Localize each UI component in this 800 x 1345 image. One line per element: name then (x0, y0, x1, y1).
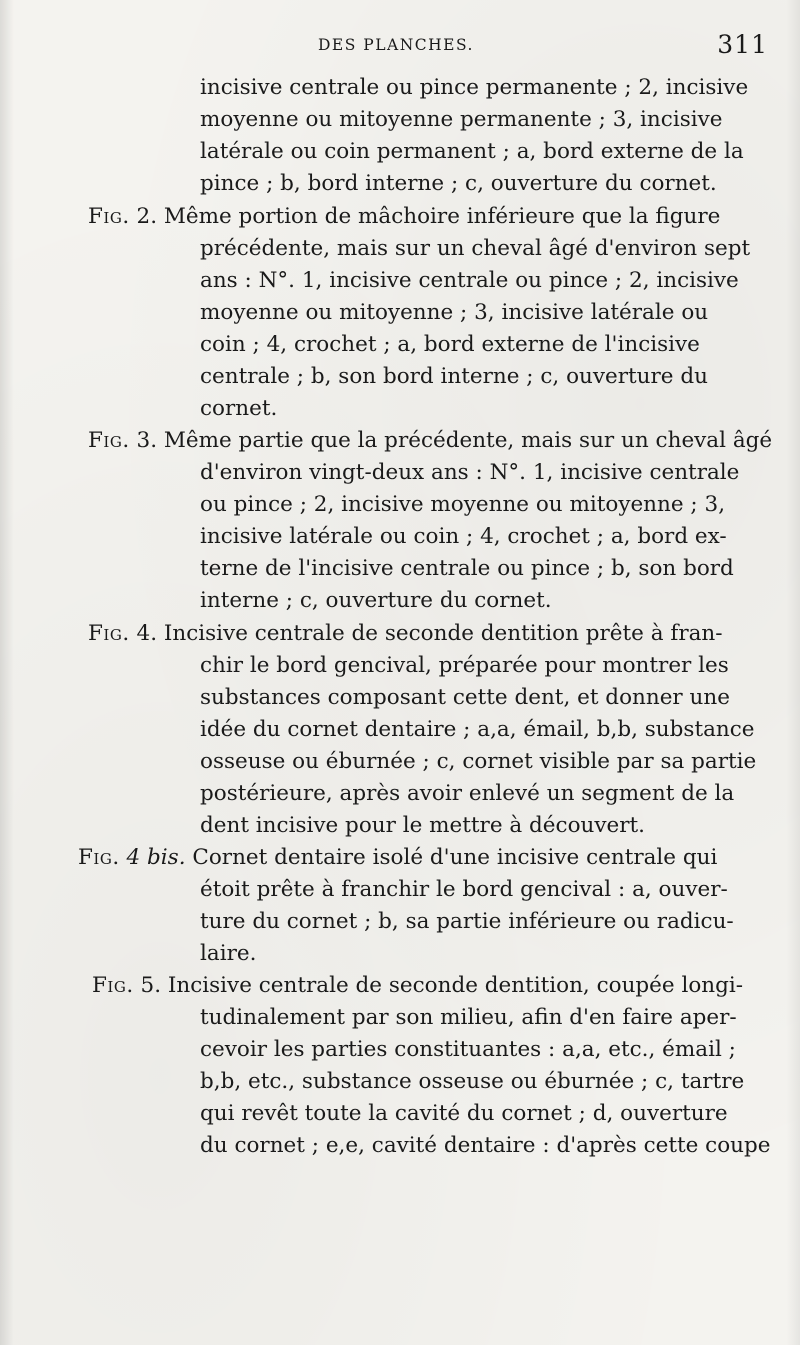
text-line: moyenne ou mitoyenne ; 3, incisive latérale ou (200, 300, 709, 325)
text-line: latérale ou coin permanent ; a, bord externe de la (200, 139, 744, 164)
figure-caption-fig-4-bis: Fig. 4 bis. Cornet dentaire isolé d'une incisive centrale qui (78, 845, 718, 870)
figure-number: 2. (136, 204, 158, 229)
text-line: coin ; 4, crochet ; a, bord externe de l'incisive (200, 332, 700, 357)
text-line: ture du cornet ; b, sa partie inférieure ou radicu- (200, 909, 734, 934)
figure-number: 5. (140, 973, 162, 998)
text-line: incisive centrale ou pince permanente ; 2, incisive (200, 75, 749, 100)
page-shadow-right (786, 0, 800, 1345)
figure-label: Fig. (92, 973, 134, 998)
text-line: laire. (200, 941, 257, 966)
text-line: incisive latérale ou coin ; 4, crochet ; a, bord ex- (200, 524, 727, 549)
figure-label: Fig. (88, 621, 130, 646)
text-line: cornet. (200, 396, 278, 421)
text-line: b,b, etc., substance osseuse ou éburnée ; c, tartre (200, 1069, 745, 1094)
figure-caption-fig-4: Fig. 4. Incisive centrale de seconde dentition prête à fran- (88, 621, 723, 646)
text-line: cevoir les parties constituantes : a,a, etc., émail ; (200, 1037, 736, 1062)
text-line: étoit prête à franchir le bord gencival : a, ouver- (200, 877, 728, 902)
text-line: tudinalement par son milieu, afin d'en faire aper- (200, 1005, 737, 1030)
text-line: précédente, mais sur un cheval âgé d'environ sept (200, 236, 751, 261)
figure-caption-fig-2: Fig. 2. Même portion de mâchoire inférieure que la figure (88, 204, 721, 229)
running-title: DES PLANCHES. (318, 36, 474, 54)
figure-label: Fig. (78, 845, 120, 870)
figure-caption-fig-5: Fig. 5. Incisive centrale de seconde dentition, coupée longi- (92, 973, 744, 998)
figure-number: 4 bis. (126, 845, 186, 870)
page-header (0, 30, 800, 70)
text-line: interne ; c, ouverture du cornet. (200, 588, 552, 613)
text-line: d'environ vingt-deux ans : N°. 1, incisive centrale (200, 460, 740, 485)
text-line: centrale ; b, son bord interne ; c, ouverture du (200, 364, 708, 389)
text-line: qui revêt toute la cavité du cornet ; d, ouverture (200, 1101, 728, 1126)
figure-caption-fig-3: Fig. 3. Même partie que la précédente, mais sur un cheval âgé (88, 428, 773, 453)
text-line: dent incisive pour le mettre à découvert. (200, 813, 645, 838)
text-line: postérieure, après avoir enlevé un segment de la (200, 781, 735, 806)
text-line: ou pince ; 2, incisive moyenne ou mitoyenne ; 3, (200, 492, 726, 517)
figure-number: 3. (136, 428, 158, 453)
text-line: terne de l'incisive centrale ou pince ; b, son bord (200, 556, 734, 581)
page-shadow-left (0, 0, 14, 1345)
figure-number: 4. (136, 621, 158, 646)
text-line: moyenne ou mitoyenne permanente ; 3, incisive (200, 107, 723, 132)
text-line: du cornet ; e,e, cavité dentaire : d'après cette coupe (200, 1133, 771, 1158)
text-line: pince ; b, bord interne ; c, ouverture du cornet. (200, 171, 717, 196)
text-line: substances composant cette dent, et donner une (200, 685, 730, 710)
text-line: idée du cornet dentaire ; a,a, émail, b,b, substance (200, 717, 755, 742)
figure-label: Fig. (88, 204, 130, 229)
figure-label: Fig. (88, 428, 130, 453)
text-line: ans : N°. 1, incisive centrale ou pince ; 2, incisive (200, 268, 739, 293)
text-line: chir le bord gencival, préparée pour montrer les (200, 653, 729, 678)
page-number: 311 (717, 30, 768, 59)
text-line: osseuse ou éburnée ; c, cornet visible par sa partie (200, 749, 757, 774)
